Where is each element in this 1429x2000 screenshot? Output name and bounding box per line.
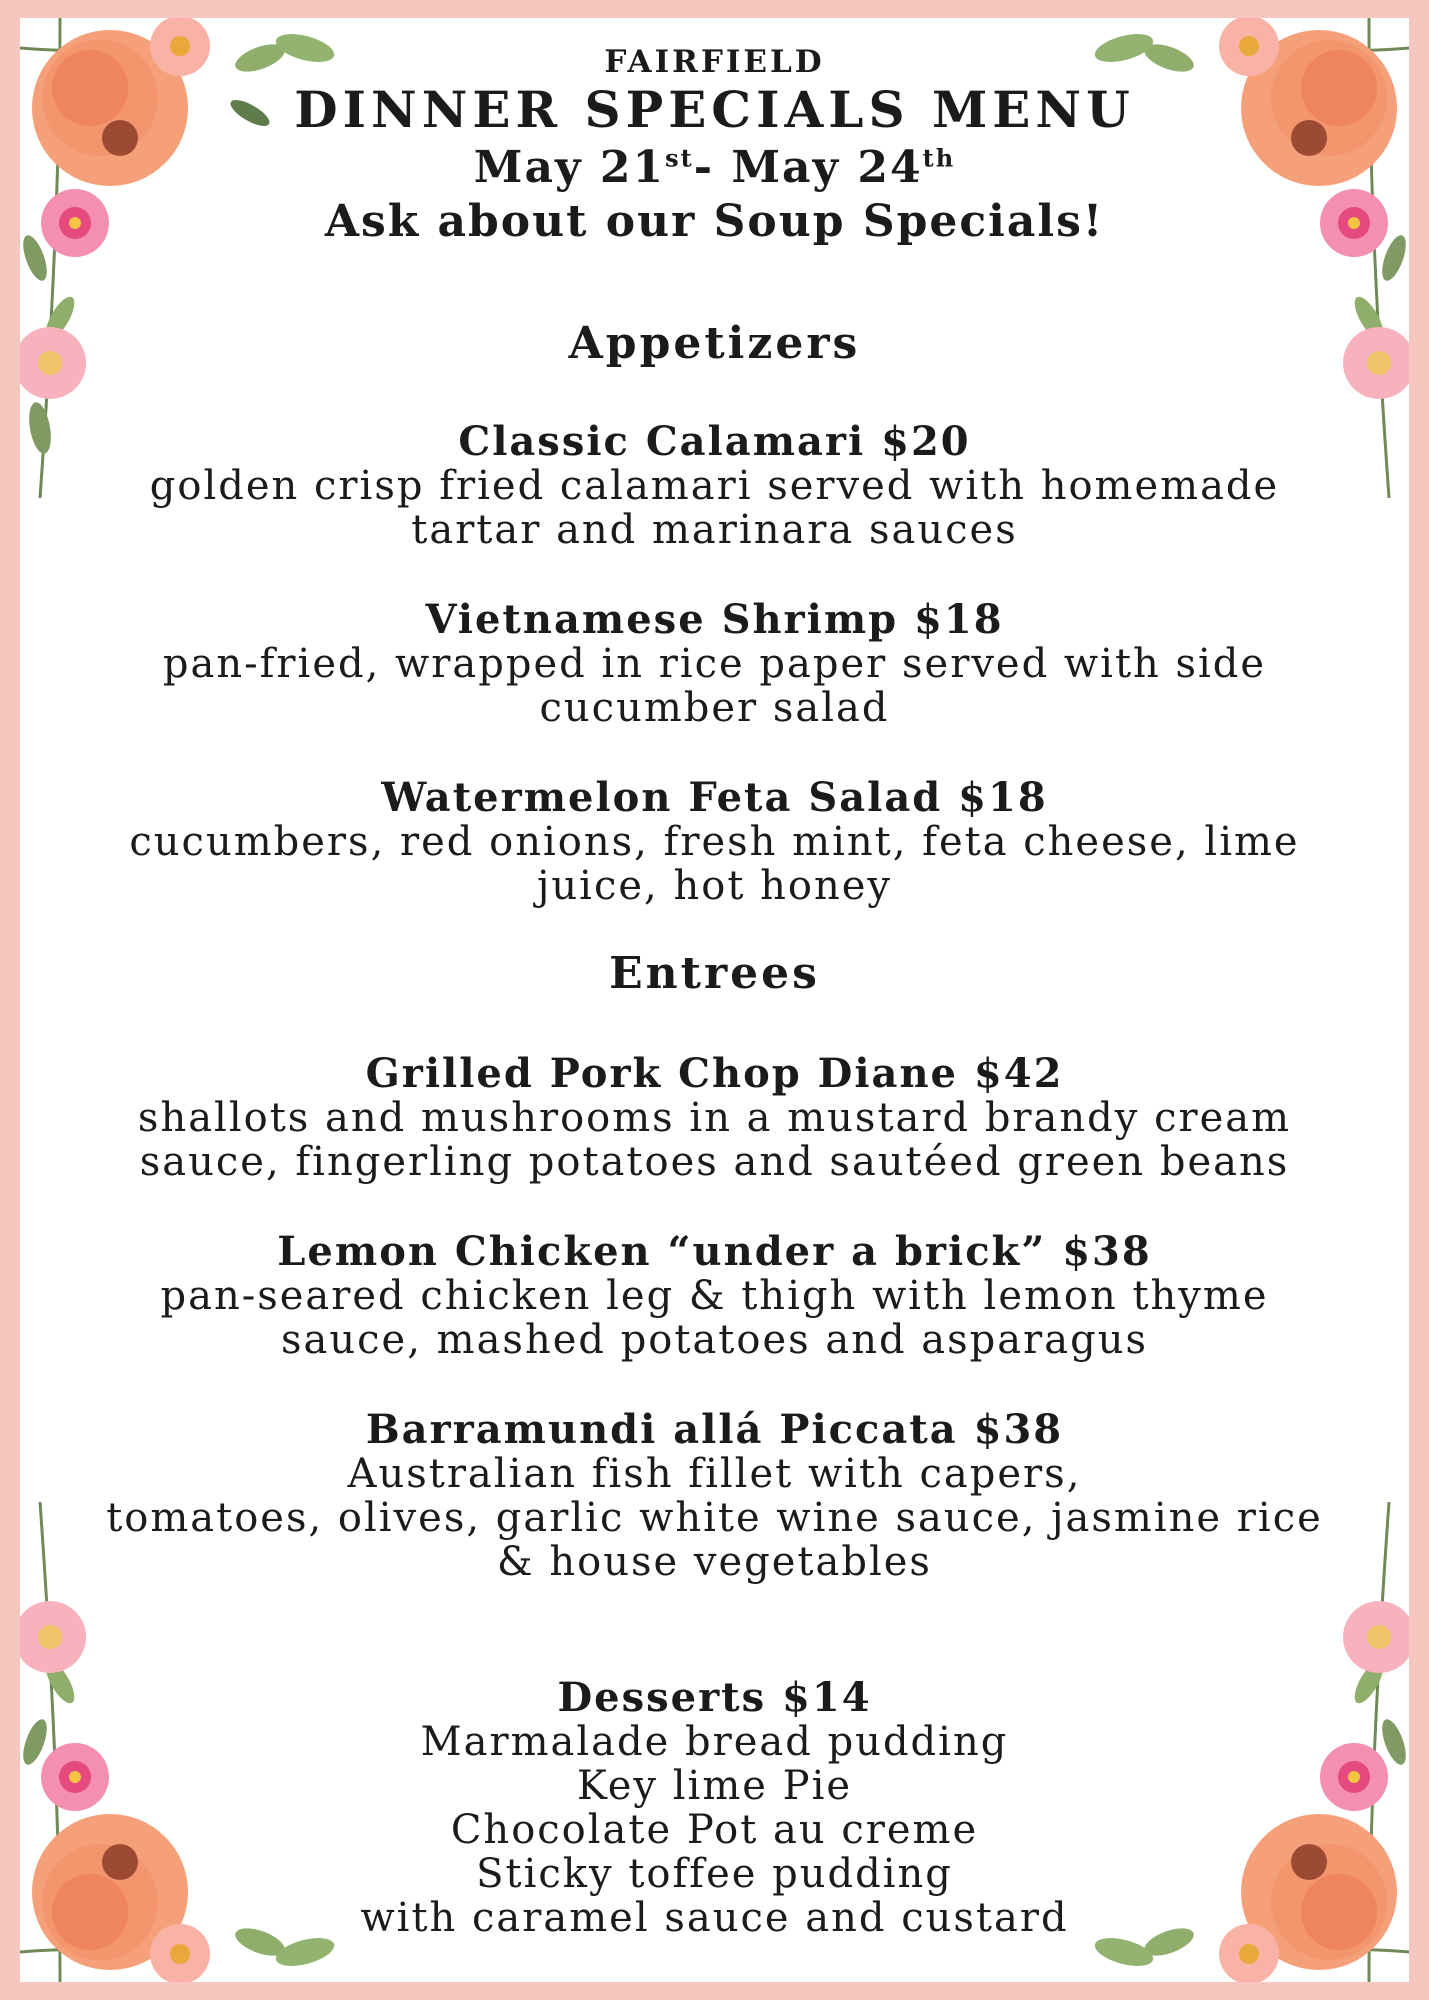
entree-name: Lemon Chicken “under a brick” $38 [277,1228,1152,1275]
appetizer-name: Classic Calamari $20 [458,418,971,465]
entree-name: Grilled Pork Chop Diane $42 [365,1050,1064,1097]
entree-desc-line: shallots and mushrooms in a mustard brandy cream [137,1095,1292,1141]
menu-title: DINNER SPECIALS MENU [294,80,1135,139]
appetizer-desc-line: cucumbers, red onions, fresh mint, feta cheese, lime [129,819,1300,865]
entree-desc-line: pan-seared chicken leg & thigh with lemon thyme [160,1273,1269,1319]
entree-name: Barramundi allá Piccata $38 [365,1406,1064,1453]
menu-page [20,18,1409,1982]
appetizer-desc-line: golden crisp fried calamari served with homemade [149,463,1280,509]
entrees-heading: Entrees [609,948,820,999]
appetizer-desc-line: juice, hot honey [537,863,892,909]
entree-desc-line: sauce, fingerling potatoes and sautéed green beans [139,1139,1290,1185]
dessert-item: Marmalade bread pudding [420,1719,1009,1765]
appetizers-heading: Appetizers [568,318,861,369]
date-range [20,142,1409,193]
dessert-item: Chocolate Pot au creme [450,1807,979,1853]
date-start-suffix: st [665,143,694,173]
dessert-item: Sticky toffee pudding [476,1851,953,1897]
soup-specials-note: Ask about our Soup Specials! [324,196,1105,247]
appetizer-name: Watermelon Feta Salad $18 [381,774,1048,821]
dessert-item: with caramel sauce and custard [360,1895,1069,1941]
desserts-heading: Desserts $14 [557,1674,872,1721]
appetizer-desc-line: cucumber salad [539,685,890,731]
date-end-suffix: th [922,143,956,173]
entree-desc-line: sauce, mashed potatoes and asparagus [281,1317,1148,1363]
dessert-item: Key lime Pie [576,1763,853,1809]
restaurant-name: FAIRFIELD [604,44,825,80]
date-start: May 21 [473,142,666,193]
appetizer-name: Vietnamese Shrimp $18 [425,596,1004,643]
entree-desc-line: tomatoes, olives, garlic white wine sauce, jasmine rice [106,1495,1323,1541]
date-end: May 24 [731,142,923,193]
entree-desc-line: & house vegetables [497,1539,932,1585]
date-dash: - [693,142,732,193]
menu-content [20,18,1409,1982]
entree-desc-line: Australian fish fillet with capers, [347,1451,1082,1497]
appetizer-desc-line: tartar and marinara sauces [411,507,1018,553]
appetizer-desc-line: pan-fried, wrapped in rice paper served with side [162,641,1267,687]
